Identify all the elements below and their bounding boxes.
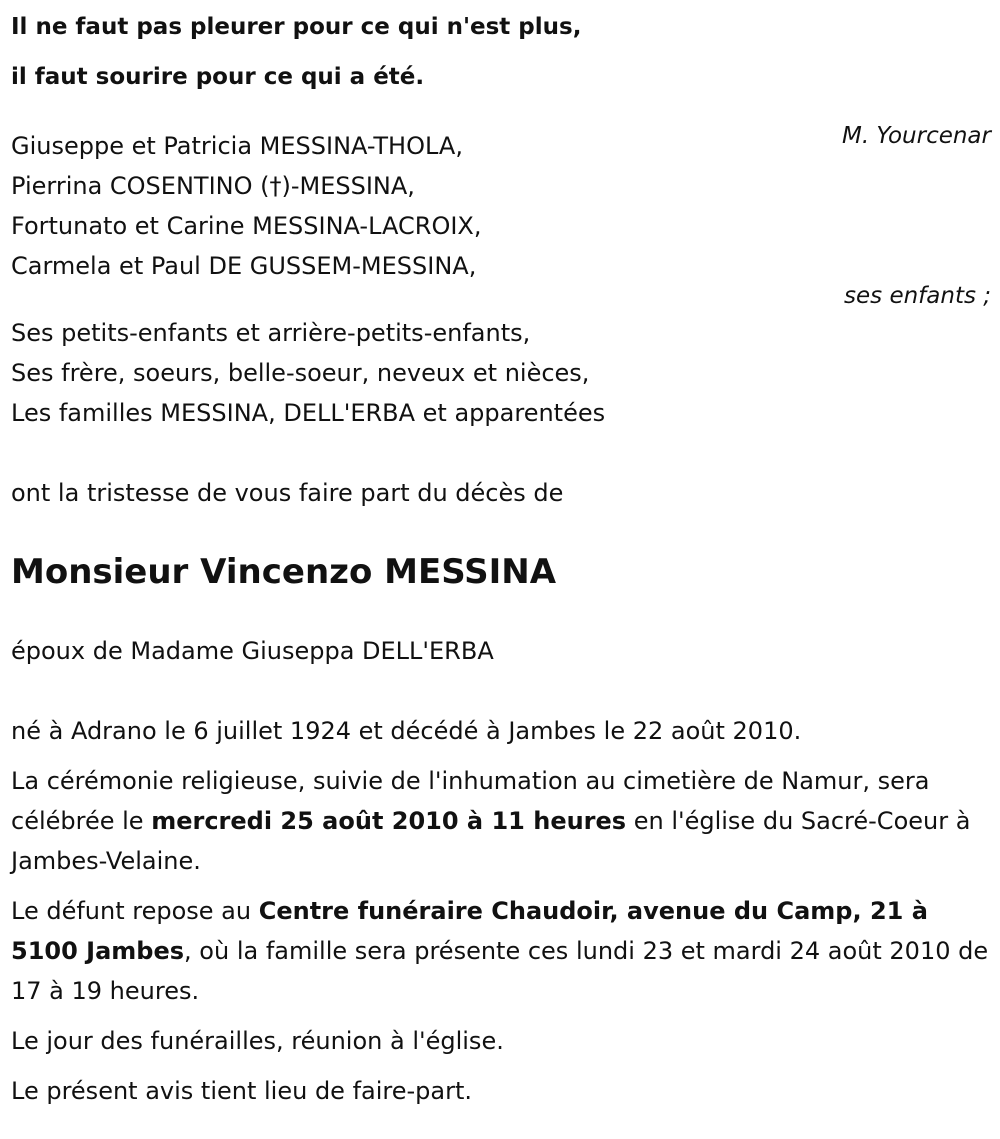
ceremony-text-before: La cérémonie religieuse, suivie de l'inhumation au cimetière de Namur, sera célébrée le <box>11 767 930 835</box>
repose-paragraph <box>11 891 991 1011</box>
obituary-notice <box>11 0 991 1111</box>
ceremony-paragraph <box>11 761 991 881</box>
ceremony-date: mercredi 25 août 2010 à 11 heures <box>151 807 627 835</box>
birth-death-line: né à Adrano le 6 juillet 1924 et décédé à Jambes le 22 août 2010. <box>11 717 802 745</box>
deceased-name: Monsieur Vincenzo MESSINA <box>11 552 557 592</box>
quote-author: M. Yourcenar <box>841 123 991 149</box>
family-line: Ses frère, soeurs, belle-soeur, neveux et nièces, <box>11 359 590 387</box>
child-line: Pierrina COSENTINO (†)-MESSINA, <box>11 172 415 200</box>
repose-text-after: , où la famille sera présente ces lundi 23 et mardi 24 août 2010 de 17 à 19 heures. <box>11 937 989 1005</box>
family-line: Ses petits-enfants et arrière-petits-enfants, <box>11 319 531 347</box>
children-label: ses enfants ; <box>844 283 991 309</box>
family-list <box>11 313 991 433</box>
family-line: Les familles MESSINA, DELL'ERBA et apparentées <box>11 399 606 427</box>
child-line: Giuseppe et Patricia MESSINA-THOLA, <box>11 132 463 160</box>
notice-line: Le présent avis tient lieu de faire-part. <box>11 1077 473 1105</box>
child-line: Fortunato et Carine MESSINA-LACROIX, <box>11 212 482 240</box>
announcement: ont la tristesse de vous faire part du décès de <box>11 479 564 507</box>
meeting-line: Le jour des funérailles, réunion à l'église. <box>11 1027 504 1055</box>
ceremony-text-after: en l'église du Sacré-Coeur à Jambes-Velaine. <box>11 807 971 875</box>
spouse-line: époux de Madame Giuseppa DELL'ERBA <box>11 637 494 665</box>
children-list <box>11 126 991 286</box>
repose-location: Centre funéraire Chaudoir, avenue du Camp, 21 à 5100 Jambes <box>11 897 928 965</box>
child-line: Carmela et Paul DE GUSSEM-MESSINA, <box>11 252 477 280</box>
quote-line-1: Il ne faut pas pleurer pour ce qui n'est plus, <box>11 14 582 40</box>
quote <box>11 2 991 102</box>
quote-line-2: il faut sourire pour ce qui a été. <box>11 64 425 90</box>
repose-text-before: Le défunt repose au <box>11 897 259 925</box>
